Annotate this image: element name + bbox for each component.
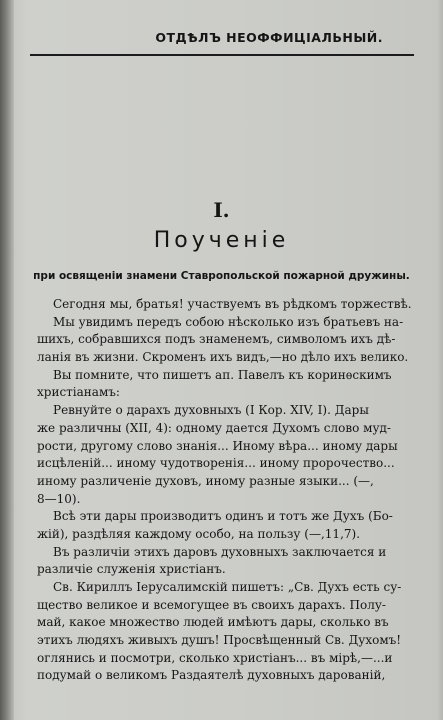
text-line: Въ различіи этихъ даровъ духовныхъ заключается и	[53, 544, 387, 559]
text-line: рости, другому слово знанія... Иному вѣра... иному дары	[37, 438, 398, 453]
page-edge	[437, 0, 443, 720]
header-rule	[30, 54, 414, 56]
text-line: же различны (XII, 4): одному дается Духомъ слово муд-	[37, 420, 391, 435]
text-line: май, какое множество людей имѣютъ дары, сколько въ	[37, 615, 389, 630]
text-line: щество великое и всемогущее въ своихъ дарахъ. Полу-	[37, 597, 386, 612]
text-line: Св. Кириллъ Іерусалимскій пишетъ: „Св. Духъ есть су-	[53, 580, 402, 594]
text-line: Всѣ эти дары производитъ одинъ и тотъ же Духъ (Бо-	[53, 509, 393, 524]
book-spine-shadow	[0, 0, 14, 720]
text-line: иному различеніе духовъ, иному разные языки... (—,	[37, 473, 374, 488]
text-line: исцѣленій... иному чудотворенія... иному пророчество...	[37, 456, 395, 471]
text-line: ланія въ жизни. Скроменъ ихъ видъ,—но дѣло ихъ велико.	[37, 350, 409, 365]
body-text	[37, 296, 415, 685]
article-numeral: I.	[213, 198, 230, 222]
article-subtitle: при освященіи знамени Ставропольской пожарной дружины.	[33, 270, 410, 282]
article-title: Поученіе	[153, 228, 290, 253]
text-line: Сегодня мы, братья! участвуемъ въ рѣдкомъ торжествѣ.	[53, 297, 412, 311]
text-line: Мы увидимъ передъ собою нѣсколько изъ братьевъ на-	[53, 314, 404, 329]
text-line: Вы помните, что пишетъ ап. Павелъ къ коринѳскимъ	[53, 367, 392, 382]
text-line: шихъ, собравшихся подъ знаменемъ, символомъ ихъ дѣ-	[37, 332, 396, 347]
text-line: оглянись и посмотри, сколько христіанъ... въ мірѣ,—...и	[37, 650, 393, 665]
text-line: 8—10).	[37, 491, 81, 506]
text-line: различіе служенія христіанъ.	[37, 562, 226, 577]
section-header: ОТДѢЛЪ НЕОФФИЦІАЛЬНЫЙ.	[155, 30, 383, 45]
text-line: подумай о великомъ Раздаятелѣ духовныхъ дарованій,	[37, 668, 386, 683]
text-line: этихъ людяхъ живыхъ душъ! Просвѣщенный Св. Духомъ!	[37, 633, 402, 648]
text-line: жій), раздѣляя каждому особо, на пользу (—,11,7).	[37, 526, 361, 541]
text-line: Ревнуйте о дарахъ духовныхъ (I Кор. XIV, I). Дары	[53, 403, 369, 418]
text-line: христіанамъ:	[37, 385, 120, 400]
